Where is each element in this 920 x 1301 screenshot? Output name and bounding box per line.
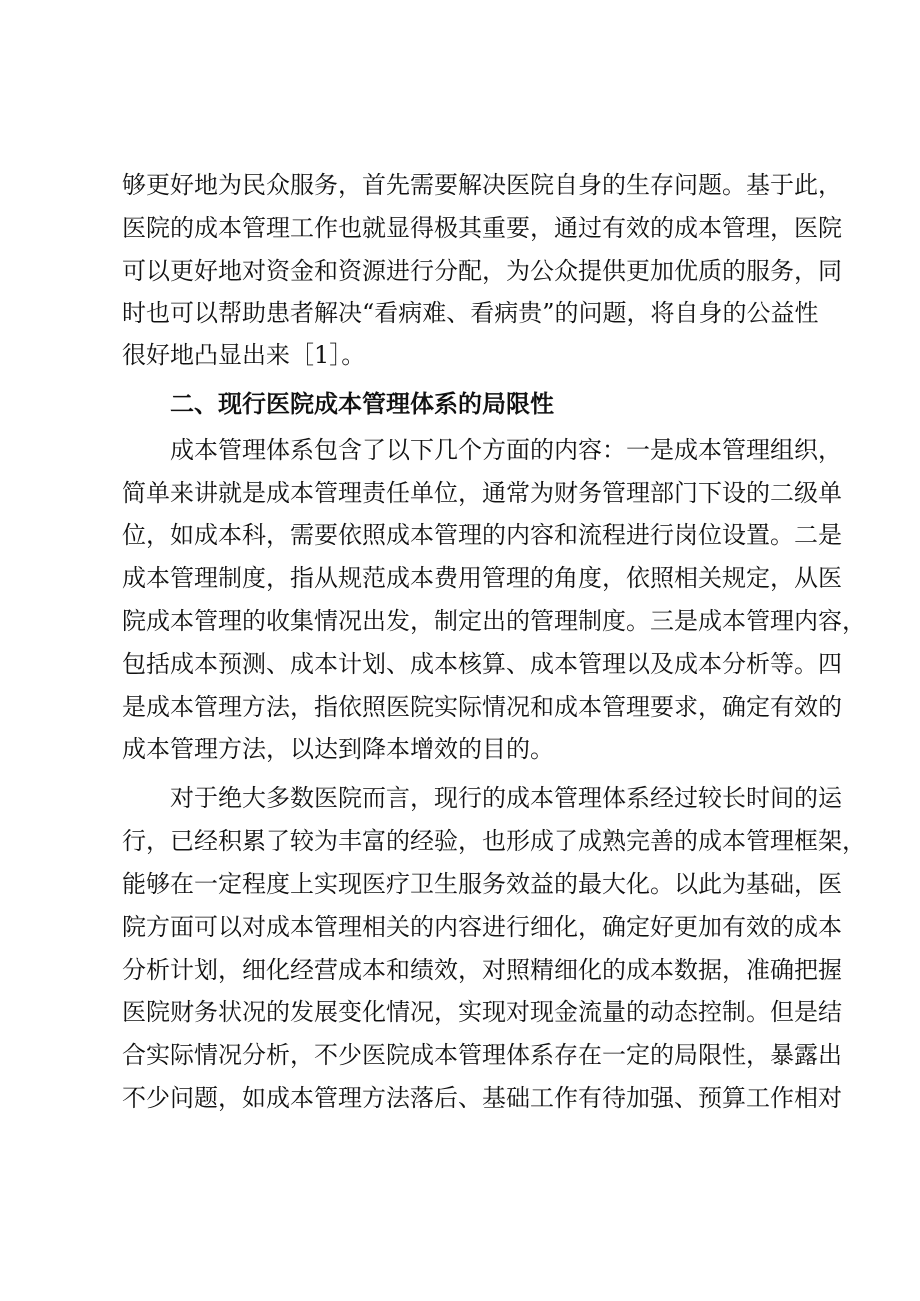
paragraph-line: 成本管理方法，以达到降本增效的目的。: [122, 735, 554, 763]
paragraph-line: 时也可以帮助患者解决“看病难、看病贵”的问题，将自身的公益性: [122, 299, 819, 327]
section-heading: 二、现行医院成本管理体系的局限性: [170, 390, 554, 418]
paragraph-line: 是成本管理方法，指依照医院实际情况和成本管理要求，确定有效的: [122, 693, 842, 721]
paragraph-line: 位，如成本科，需要依照成本管理的内容和流程进行岗位设置。二是: [122, 521, 842, 549]
paragraph-line: 包括成本预测、成本计划、成本核算、成本管理以及成本分析等。四: [122, 650, 842, 678]
paragraph-line: 医院财务状况的发展变化情况，实现对现金流量的动态控制。但是结: [122, 998, 842, 1026]
paragraph-line: 可以更好地对资金和资源进行分配，为公众提供更加优质的服务，同: [122, 257, 842, 285]
paragraph-line: 医院的成本管理工作也就显得极其重要，通过有效的成本管理，医院: [122, 214, 842, 242]
paragraph-line: 能够在一定程度上实现医疗卫生服务效益的最大化。以此为基础，医: [122, 870, 842, 898]
paragraph-line: 院方面可以对成本管理相关的内容进行细化，确定好更加有效的成本: [122, 913, 842, 941]
paragraph-line: 很好地凸显出来［1］。: [122, 341, 366, 369]
paragraph-line: 够更好地为民众服务，首先需要解决医院自身的生存问题。基于此，: [122, 171, 842, 199]
paragraph-line: 成本管理制度，指从规范成本费用管理的角度，依照相关规定，从医: [122, 564, 842, 592]
paragraph-line: 简单来讲就是成本管理责任单位，通常为财务管理部门下设的二级单: [122, 479, 842, 507]
paragraph-line: 合实际情况分析，不少医院成本管理体系存在一定的局限性，暴露出: [122, 1041, 842, 1069]
paragraph-line: 行，已经积累了较为丰富的经验，也形成了成熟完善的成本管理框架，: [122, 827, 866, 855]
paragraph-line: 分析计划，细化经营成本和绩效，对照精细化的成本数据，准确把握: [122, 956, 842, 984]
paragraph-line: 不少问题，如成本管理方法落后、基础工作有待加强、预算工作相对: [122, 1084, 842, 1112]
paragraph-line: 成本管理体系包含了以下几个方面的内容：一是成本管理组织，: [170, 436, 842, 464]
paragraph-line: 对于绝大多数医院而言，现行的成本管理体系经过较长时间的运: [170, 784, 842, 812]
paragraph-line: 院成本管理的收集情况出发，制定出的管理制度。三是成本管理内容，: [122, 607, 866, 635]
